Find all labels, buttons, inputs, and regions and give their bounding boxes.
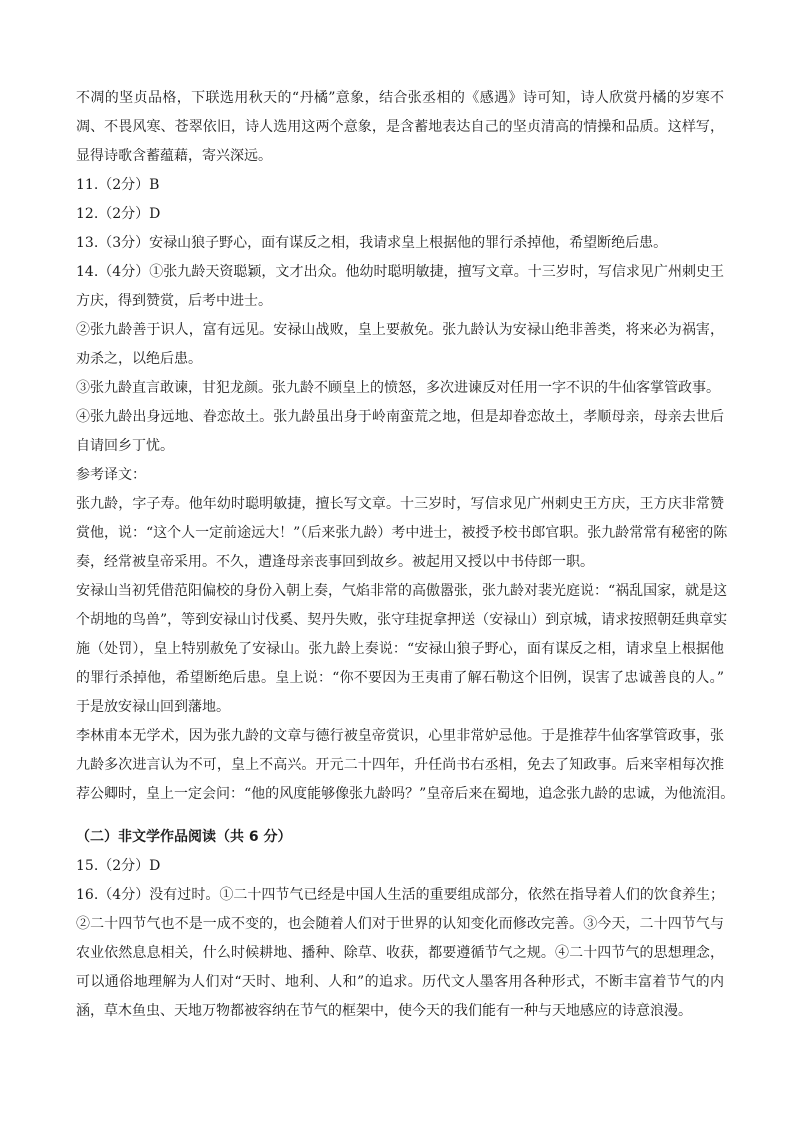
answer-14-line-2: 方庆，得到赞赏，后考中进士。 bbox=[76, 293, 272, 309]
answer-14-line-4: 劝杀之，以绝后患。 bbox=[76, 351, 202, 367]
answer-12: 12.（2分）D bbox=[76, 206, 161, 222]
translation-line: 奏，经常被皇帝采用。不久，遭逢母亲丧事回到故乡。被起用又授以中书侍郎一职。 bbox=[76, 554, 594, 570]
answer-14-line-7: 自请回乡丁忧。 bbox=[76, 438, 174, 454]
answer-16-line-1: 16.（4分）没有过时。①二十四节气已经是中国人生活的重要组成部分，依然在指导着人们的饮食养生； bbox=[76, 887, 724, 903]
translation-line: 于是放安禄山回到藩地。 bbox=[76, 699, 230, 715]
translation-line: 安禄山当初凭借范阳偏校的身份入朝上奏，气焰非常的高傲嚣张，张九龄对裴光庭说：“祸乱国家，就是这 bbox=[76, 583, 728, 599]
section-2-title: （二）非文学作品阅读（共 6 分） bbox=[76, 829, 292, 845]
answer-16-line-3: 农业依然息息相关，什么时候耕地、播种、除草、收获，都要遵循节气之规。④二十四节气的思想理念， bbox=[76, 945, 724, 961]
answer-16-line-2: ②二十四节气也不是一成不变的，也会随着人们对于世界的认知变化而修改完善。③今天，二十四节气与 bbox=[76, 916, 724, 932]
translation-line: 个胡地的鸟兽”，等到安禄山讨伐奚、契丹失败，张守珪捉拿押送（安禄山）到京城，请求按照朝廷典章实 bbox=[76, 612, 728, 628]
answer-10-line-3: 显得诗歌含蓄蕴藉，寄兴深远。 bbox=[76, 148, 272, 164]
translation-line: 张九龄，字子寿。他年幼时聪明敏捷，擅长写文章。十三岁时，写信求见广州刺史王方庆，王方庆非常赞 bbox=[76, 496, 724, 512]
answer-14-line-5: ③张九龄直言敢谏，甘犯龙颜。张九龄不顾皇上的愤怒，多次进谏反对任用一字不识的牛仙客掌管政事。 bbox=[76, 380, 720, 396]
answer-10-line-2: 凋、不畏风寒、苍翠依旧，诗人选用这两个意象，是含蓄地表达自己的坚贞清高的情操和品质。这样写， bbox=[76, 119, 724, 135]
translation-line: 的罪行杀掉他，希望断绝后患。皇上说：“你不要因为王夷甫了解石勒这个旧例，误害了忠诚善良的人。” bbox=[76, 670, 724, 686]
reference-translation-label: 参考译文： bbox=[76, 467, 146, 483]
translation-line: 荐公卿时，皇上一定会问：“他的风度能够像张九龄吗？”皇帝后来在蜀地，追念张九龄的忠诚，为他流泪。 bbox=[76, 786, 735, 802]
translation-line: 赏他，说：“这个人一定前途远大！”（后来张九龄）考中进士，被授予校书郎官职。张九龄常常有秘密的陈 bbox=[76, 525, 728, 541]
answer-10-line-1: 不凋的坚贞品格，下联选用秋天的“丹橘”意象，结合张丞相的《感遇》诗可知，诗人欣赏丹橘的岁寒不 bbox=[76, 90, 724, 106]
answer-15: 15.（2分）D bbox=[76, 858, 161, 874]
answer-14-line-1: 14.（4分）①张九龄天资聪颖，文才出众。他幼时聪明敏捷，擅写文章。十三岁时，写信求见广州刺史王 bbox=[76, 264, 724, 280]
answer-13: 13.（3分）安禄山狼子野心，面有谋反之相，我请求皇上根据他的罪行杀掉他，希望断绝后患。 bbox=[76, 235, 668, 251]
translation-line: 施（处罚），皇上特别赦免了安禄山。张九龄上奏说：“安禄山狼子野心，面有谋反之相，请求皇上根据他 bbox=[76, 641, 724, 657]
answer-16-line-5: 涵，草木鱼虫、天地万物都被容纳在节气的框架中，使今天的我们能有一种与天地感应的诗意浪漫。 bbox=[76, 1003, 692, 1019]
answer-11: 11.（2分）B bbox=[76, 177, 160, 193]
translation-line: 九龄多次进言认为不可，皇上不高兴。开元二十四年，升任尚书右丞相，免去了知政事。后来宰相每次推 bbox=[76, 757, 724, 773]
document-page bbox=[76, 88, 735, 1030]
answer-14-line-3: ②张九龄善于识人，富有远见。安禄山战败，皇上要赦免。张九龄认为安禄山绝非善类，将来必为祸害， bbox=[76, 322, 724, 338]
answer-14-line-6: ④张九龄出身远地、眷恋故土。张九龄虽出身于岭南蛮荒之地，但是却眷恋故土，孝顺母亲，母亲去世后 bbox=[76, 409, 724, 425]
section-spacer bbox=[76, 813, 724, 827]
translation-line: 李林甫本无学术，因为张九龄的文章与德行被皇帝赏识，心里非常妒忌他。于是推荐牛仙客掌管政事，张 bbox=[76, 728, 724, 744]
answer-16-line-4: 可以通俗地理解为人们对“天时、地利、人和”的追求。历代文人墨客用各种形式，不断丰富着节气的内 bbox=[76, 974, 724, 990]
